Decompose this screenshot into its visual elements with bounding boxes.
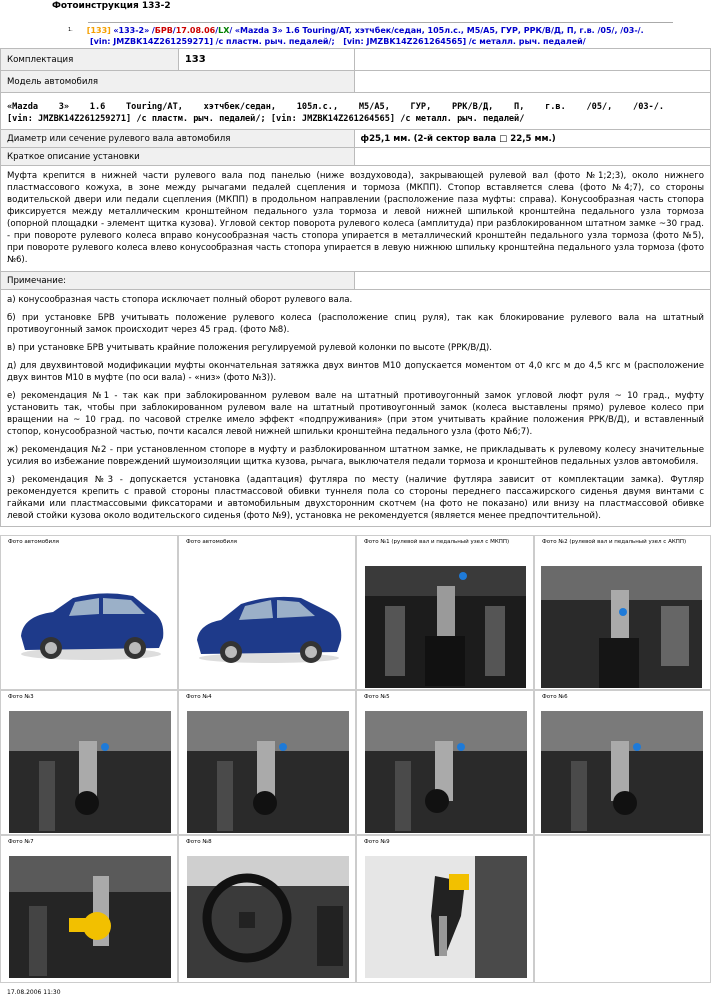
- short-description: Муфта крепится в нижней части рулевого вала под панелью (ниже воздуховода), закрывающей рулевой вал (фото №1;2;3), около нижнего пластмассового кожуха, в зоне между рычагами педалей сцепления и тормоза (МКПП). Стопор вставляется слева (фото №4;7), со стороны водительской двери или педали сцепления (МКПП) в продольном направлении (расположение паза муфты: справа). Конусообразная часть стопора фиксируется между металлическим кронштейном педального узла тормоза и левой нижней шпилькой кронштейна педального узла тормоза (опорной площадки - элемент щитка кузова). Угловой сектор поворота рулевого колеса (амплитуда) при разблокированном штатном замке ~30 град. - при повороте рулевого колеса вправо конусообразная часть стопора упирается в металлический кронштейн педального узла тормоза (фото №5), при повороте рулевого колеса влево конусообразная часть стопора упирается в левую нижнюю шпильку кронштейна педального узла тормоза (фото №6).: [1, 166, 711, 272]
- photo-cell: [178, 535, 356, 690]
- photo-caption: Фото №3: [8, 694, 34, 700]
- note-item: ж) рекомендация №2 - при установленном стопоре в муфту и разблокированном штатном замке, не прикладывать к рулевому колесу значительные усилия во избежание повреждений шумоизоляции щитка кузова, рычага, выключателя педали тормоза и кронштейнов педальных узлов автомобиля.: [7, 445, 704, 467]
- footer-timestamp: 17.08.2006 11:30: [7, 989, 61, 996]
- photo-caption: Фото №6: [542, 694, 568, 700]
- lock-photo: [9, 856, 171, 978]
- separator: /: [172, 26, 176, 35]
- car-photo: [191, 578, 346, 668]
- steering-shaft-photo: [541, 566, 702, 688]
- note-item: в) при установке БРВ учитывать крайние положения регулируемой рулевой колонки по высоте (РРК/В/Д).: [7, 343, 492, 353]
- komplekt-value: 133: [178, 49, 354, 71]
- steering-shaft-photo: [541, 711, 703, 833]
- photo-cell: [534, 690, 711, 835]
- vin-label: [vin: JMZBK14Z261259271]: [90, 37, 214, 46]
- steering-shaft-photo: [365, 711, 527, 833]
- note-item: а) конусообразная часть стопора исключает полный оборот рулевого вала.: [7, 295, 353, 305]
- lx-label: LX: [218, 26, 230, 35]
- photo-cell: [356, 690, 534, 835]
- brv-label: БРВ: [154, 26, 173, 35]
- photo-cell: [0, 690, 178, 835]
- model-value: [1, 93, 711, 130]
- steering-shaft-photo: [9, 711, 171, 833]
- notes: [1, 290, 711, 527]
- steering-shaft-photo: [187, 711, 349, 833]
- photo-caption: Фото автомобиля: [8, 539, 59, 545]
- photo-cell: [178, 690, 356, 835]
- interior-photo: [187, 856, 349, 978]
- separator: /: [215, 26, 219, 35]
- photo-cell: [178, 835, 356, 983]
- photo-caption: Фото №1 (рулевой вал и педальный узел с МКПП): [364, 539, 510, 545]
- photo-cell: [534, 535, 711, 690]
- date-label: 17.08.06: [175, 26, 216, 35]
- holster-photo: [365, 856, 527, 978]
- note-item: б) при установке БРВ учитывать положение рулевого колеса (расположение спиц руля), так как блокирование рулевого вала на штатный противоугонный замок происходит через 45 град. (фото №8).: [7, 313, 704, 335]
- diameter-label: Диаметр или сечение рулевого вала автомобиля: [1, 130, 355, 148]
- photo-cell: [356, 535, 534, 690]
- separator: /: [151, 26, 155, 35]
- ref-label: «133-2»: [113, 26, 150, 35]
- vin-label: [vin: JMZBK14Z261264565]: [343, 37, 467, 46]
- instruction-header: [68, 25, 673, 47]
- photo-cell-empty: [534, 835, 711, 983]
- photo-cell: [356, 835, 534, 983]
- model-label: «Mazda 3» 1.6 Touring/AT, хэтчбек/седан, 105л.с., М5/А5, ГУР, РРК/В/Д, П, г.в. /05/, /03-/.: [234, 26, 644, 35]
- photo-cell: [0, 835, 178, 983]
- note-item: д) для двухвинтовой модификации муфты окончательная затяжка двух винтов М10 допускается моментом от 4,0 кгс м до 4,5 кгс м (расположение двух винтов М10 в муфте (по оси вала) - «низ» (фото №3)).: [7, 361, 704, 383]
- photo-caption: Фото автомобиля: [186, 539, 237, 545]
- photo-grid: [0, 535, 711, 985]
- model-line: «Mazda 3» 1.6 Touring/AT, хэтчбек/седан, 105л.с., М5/А5, ГУР, РРК/В/Д, П, г.в. /05/, /03-/.: [7, 102, 665, 112]
- photo-caption: Фото №2 (рулевой вал и педальный узел с АКПП): [542, 539, 687, 545]
- photo-cell: [0, 535, 178, 690]
- photo-caption: Фото №8: [186, 839, 212, 845]
- model-label: Модель автомобиля: [1, 71, 355, 93]
- diameter-value: ф25,1 мм. (2-й сектор вала □ 22,5 мм.): [354, 130, 710, 148]
- page-title: Фотоинструкция 133-2: [52, 1, 171, 11]
- steering-shaft-photo: [365, 566, 526, 688]
- short-desc-label: Краткое описание установки: [1, 148, 355, 166]
- list-index: 1.: [68, 27, 73, 33]
- komplekt-label: Комплектация: [1, 49, 179, 71]
- separator: /: [229, 26, 233, 35]
- vin-note: /с металл. рыч. педалей/: [468, 37, 586, 46]
- note-item: е) рекомендация №1 - так как при заблокированном рулевом вале на штатный противоугонный замок угловой люфт руля ~ 10 град., муфту установить так, чтобы при заблокированном рулевом вале на штатный противоугонный замок (колеса выставлены прямо) рулевое колесо при вращении на ~ 10 град. по часовой стрелке имело эффект «подпруживания» (при этом учитывать крайние положения РРК/В/Д), и вставленный стопор, конусообразной частью, почти касался левой нижней шпильки кронштейна педального узла (фото №6;7).: [7, 391, 704, 437]
- photo-caption: Фото №9: [364, 839, 390, 845]
- spec-table: [0, 48, 711, 527]
- code-label: [133]: [86, 26, 111, 35]
- photo-caption: Фото №4: [186, 694, 212, 700]
- note-item: з) рекомендация №3 - допускается установка (адаптация) футляра по месту (наличие футляра зависит от комплектации замка). Футляр рекомендуется крепить с правой стороны пластмассовой обивки туннеля пола со стороны переднего пассажирского сиденья двумя винтами с гайками или пластмассовыми фиксаторами и автомобильным двухсторонним скотчем (на фото не показано) или внизу на пластмассовой обивке левой стойки кузова около водительского сиденья (фото №9), установка не рекомендуется (является менее предпочтительной).: [7, 475, 704, 521]
- photo-caption: Фото №7: [8, 839, 34, 845]
- photo-caption: Фото №5: [364, 694, 390, 700]
- vin-note: /с пластм. рыч. педалей/;: [215, 37, 335, 46]
- note-label: Примечание:: [1, 272, 355, 290]
- car-photo: [13, 576, 168, 666]
- divider: [88, 22, 673, 23]
- vin-line: [vin: JMZBK14Z261259271] /с пластм. рыч. педалей/; [vin: JMZBK14Z261264565] /с металл. рыч. педалей/: [7, 114, 525, 124]
